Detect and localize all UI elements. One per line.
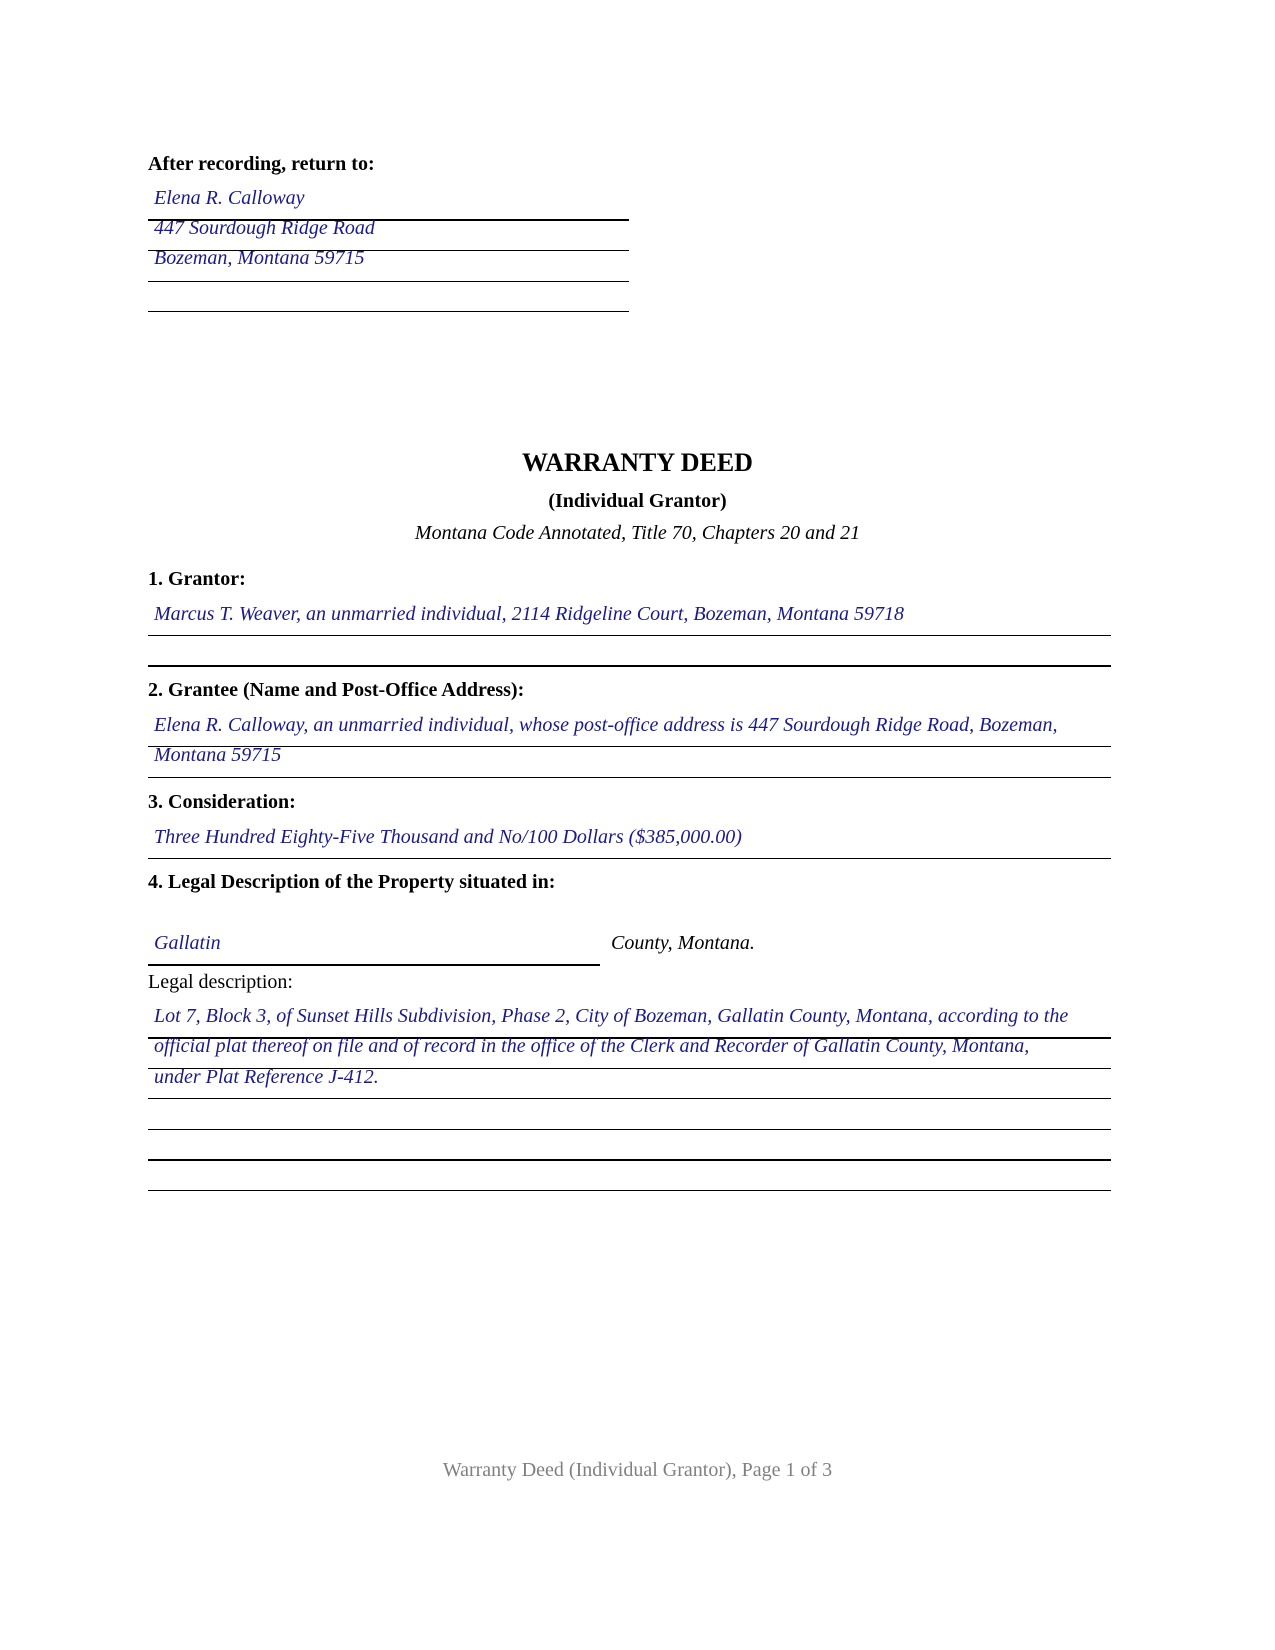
grantee-line-2 <box>148 777 1111 778</box>
legal-rule-4 <box>148 1129 1111 1130</box>
county-line <box>148 964 600 966</box>
grantor-value[interactable]: Marcus T. Weaver, an unmarried individual, 2114 Ridgeline Court, Bozeman, Montana 59718 <box>154 603 904 625</box>
return-to-label: After recording, return to: <box>148 153 375 175</box>
grantor-line-2 <box>148 665 1111 667</box>
return-to-line-4 <box>148 311 629 312</box>
legal-description-line-3[interactable]: under Plat Reference J-412. <box>154 1066 379 1088</box>
consideration-label: 3. Consideration: <box>148 791 296 813</box>
grantee-line-1 <box>148 746 1111 747</box>
return-to-street[interactable]: 447 Sourdough Ridge Road <box>154 217 375 239</box>
legal-description-line-1[interactable]: Lot 7, Block 3, of Sunset Hills Subdivision, Phase 2, City of Bozeman, Gallatin County, Montana, according to the <box>154 1005 1069 1027</box>
document-subtitle: (Individual Grantor) <box>548 490 727 512</box>
return-to-name[interactable]: Elena R. Calloway <box>154 187 305 209</box>
legal-description-line-2[interactable]: official plat thereof on file and of record in the office of the Clerk and Recorder of Gallatin County, Montana, <box>154 1035 1030 1057</box>
consideration-value[interactable]: Three Hundred Eighty-Five Thousand and No/100 Dollars ($385,000.00) <box>154 826 742 848</box>
grantor-line-1 <box>148 635 1111 636</box>
document-title: WARRANTY DEED <box>522 448 753 477</box>
legal-rule-3 <box>148 1098 1111 1099</box>
page-footer: Warranty Deed (Individual Grantor), Page 1 of 3 <box>442 1459 833 1481</box>
return-to-city[interactable]: Bozeman, Montana 59715 <box>154 247 365 269</box>
county-suffix: County, Montana. <box>611 932 755 954</box>
county-value[interactable]: Gallatin <box>154 932 221 954</box>
grantee-value-2[interactable]: Montana 59715 <box>154 744 282 766</box>
grantee-value-1[interactable]: Elena R. Calloway, an unmarried individual, whose post-office address is 447 Sourdough Ridge Road, Bozeman, <box>154 714 1058 736</box>
legal-description-label: 4. Legal Description of the Property situated in: <box>148 871 556 893</box>
return-to-line-3 <box>148 281 629 282</box>
legal-rule-5 <box>148 1159 1111 1161</box>
grantor-label: 1. Grantor: <box>148 568 246 590</box>
grantee-label: 2. Grantee (Name and Post-Office Address): <box>148 679 525 701</box>
consideration-line <box>148 858 1111 859</box>
legal-description-sublabel: Legal description: <box>148 971 293 993</box>
statute-reference: Montana Code Annotated, Title 70, Chapters 20 and 21 <box>414 522 861 544</box>
legal-rule-6 <box>148 1190 1111 1191</box>
